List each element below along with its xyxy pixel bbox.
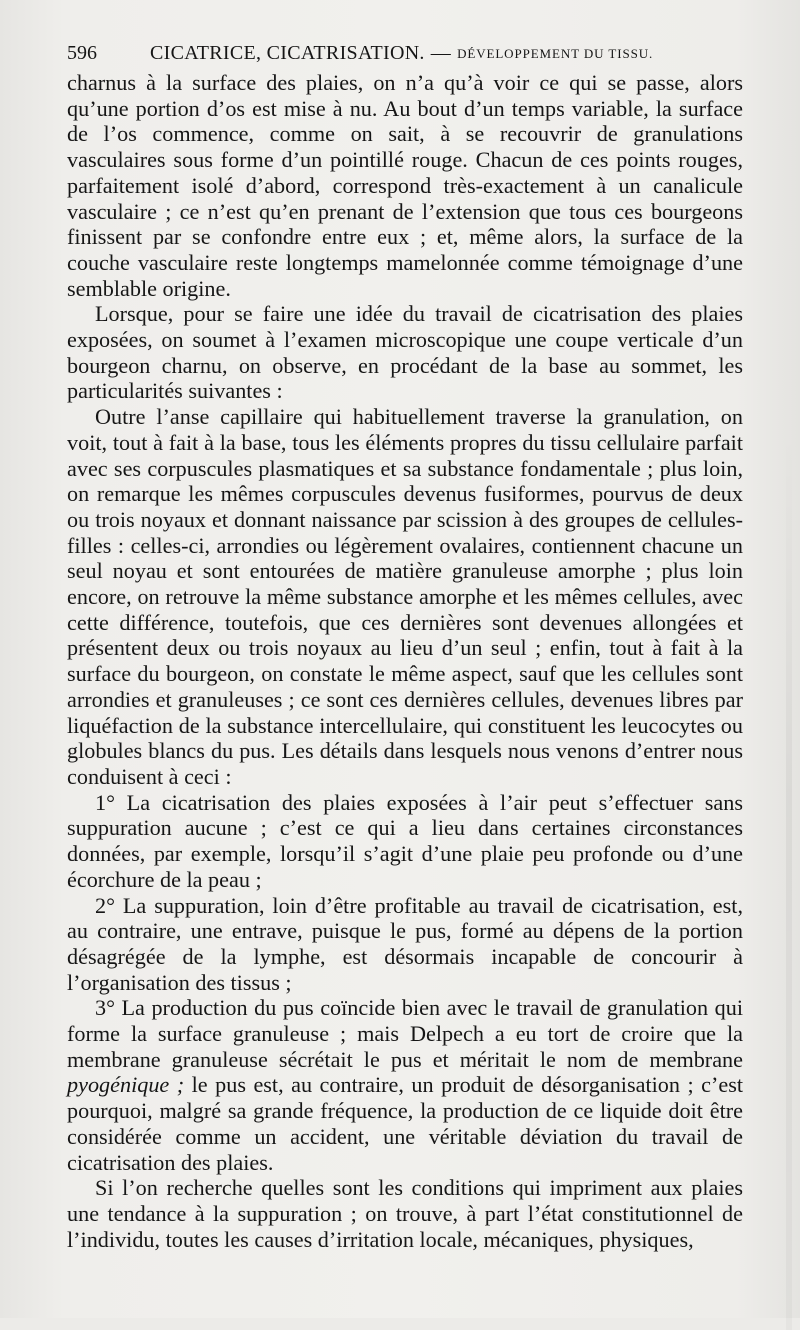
running-title — [150, 38, 653, 69]
page-edge-shading — [786, 430, 792, 1330]
running-title-dash: — — [430, 42, 452, 64]
point-3-text-after: le pus est, au contraire, un produit de désorganisation ; c’est pourquoi, malgré sa grande fréquence, la production de ce liquide doit être considérée comme un accident, une véritable déviation du travail de cicatrisation des plaies. — [67, 1072, 743, 1175]
point-3-text-before: 3° La production du pus coïncide bien avec le travail de granulation qui forme la surface granuleuse ; mais Delpech a eu tort de croire que la membrane granuleuse sécrétait le pus et méritait le nom de membrane — [67, 995, 743, 1072]
page-number: 596 — [67, 42, 97, 64]
page-header — [67, 38, 743, 68]
running-title-subtitle: DÉVELOPPEMENT DU TISSU. — [457, 46, 654, 61]
paragraph-microscopic-exam: Lorsque, pour se faire une idée du travail de cicatrisation des plaies exposées, on soumet à l’examen microscopique une coupe verticale d’un bourgeon charnu, on observe, en procédant de la base au sommet, les particularités suivantes : — [67, 301, 743, 404]
paragraph-suppuration-conditions: Si l’on recherche quelles sont les conditions qui impriment aux plaies une tendance à la suppuration ; on trouve, à part l’état constitutionnel de l’individu, toutes les causes d’irritation locale, mécaniques, physiques, — [67, 1175, 743, 1252]
paragraph-continuation: charnus à la surface des plaies, on n’a qu’à voir ce qui se passe, alors qu’une portion d’os est mise à nu. Au bout d’un temps variable, la surface de l’os commence, comme on sait, à se recouvrir de granulations vasculaires sous forme d’un pointillé rouge. Chacun de ces points rouges, parfaitement isolé d’abord, correspond très-exactement à un canalicule vasculaire ; ce n’est qu’en prenant de l’extension que tous ces bourgeons finissent par se confondre entre eux ; et, même alors, la surface de la couche vasculaire reste longtemps mamelonnée comme témoignage d’une semblable origine. — [67, 70, 743, 301]
paragraph-point-3 — [67, 995, 743, 1175]
paragraph-capillary-loop: Outre l’anse capillaire qui habituellement traverse la granulation, on voit, tout à fait à la base, tous les éléments propres du tissu cellulaire parfait avec ses corpuscules plasmatiques et sa substance fondamentale ; plus loin, on remarque les mêmes corpuscules devenus fusiformes, pourvus de deux ou trois noyaux et donnant naissance par scission à des groupes de cellules-filles : celles-ci, arrondies ou légèrement ovalaires, contiennent chacune un seul noyau et sont entourées de matière granuleuse amorphe ; plus loin encore, on retrouve la même substance amorphe et les mêmes cellules, avec cette différence, toutefois, que ces dernières sont devenues allongées et présentent deux ou trois noyaux au lieu d’un seul ; enfin, tout à fait à la surface du bourgeon, on constate le même aspect, sauf que les cellules sont arrondies et granuleuses ; ce sont ces dernières cellules, devenues libres par liquéfaction de la substance intercellulaire, qui constituent les leucocytes ou globules blancs du pus. Les détails dans lesquels nous venons d’entrer nous conduisent à ceci : — [67, 404, 743, 789]
paragraph-point-1: 1° La cicatrisation des plaies exposées à l’air peut s’effectuer sans suppuration aucune ; c’est ce qui a lieu dans certaines circonstances données, par exemple, lorsqu’il s’agit d’une plaie peu profonde ou d’une écorchure de la peau ; — [67, 789, 743, 892]
paragraph-point-2: 2° La suppuration, loin d’être profitable au travail de cicatrisation, est, au contraire, une entrave, puisque le pus, formé au dépens de la portion désagrégée de la lymphe, est désormais incapable de concourir à l’organisation des tissus ; — [67, 892, 743, 995]
body-text — [67, 70, 743, 1252]
running-title-main: CICATRICE, CICATRISATION. — [150, 42, 425, 64]
point-3-italic-term: pyogénique ; — [67, 1072, 185, 1098]
